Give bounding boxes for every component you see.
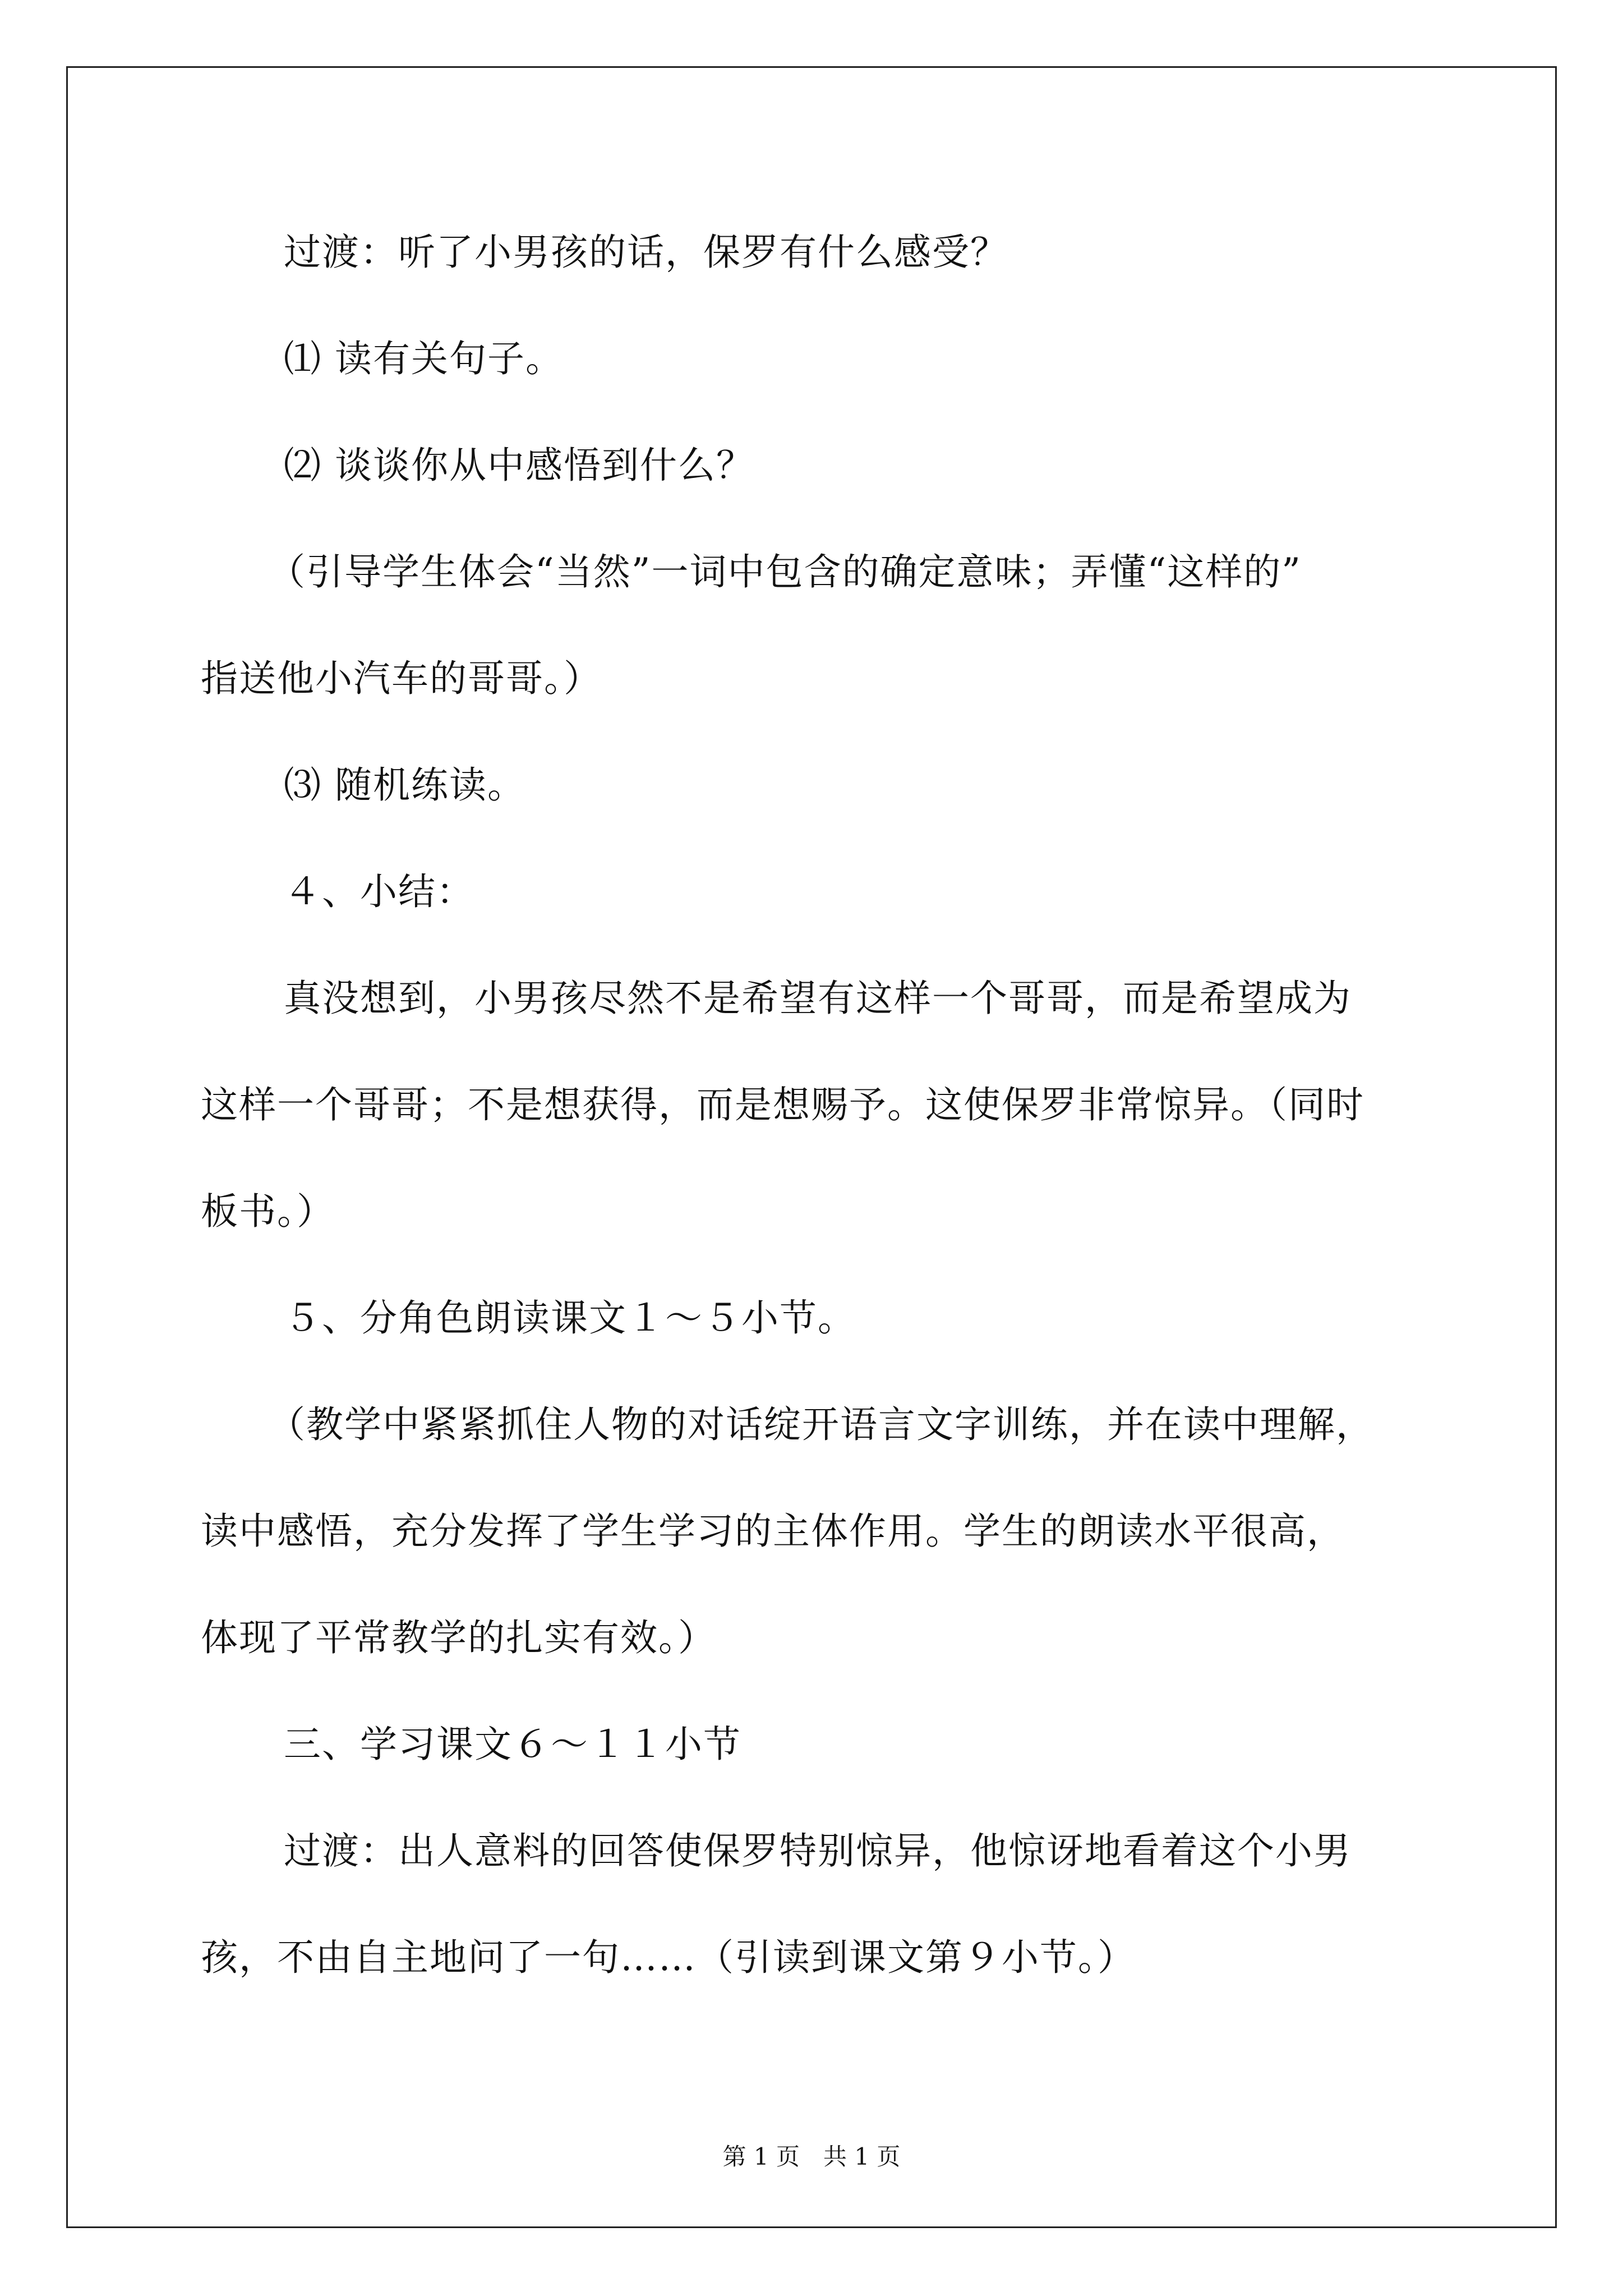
paragraph-note-2-line3: 体现了平常教学的扎实有效。）: [201, 1616, 716, 1659]
paragraph-note-1-line2: 指送他小汽车的哥哥。）: [201, 657, 602, 700]
paragraph-transition-1: 过渡：听了小男孩的话，保罗有什么感受？: [284, 231, 1008, 274]
page-border: [66, 66, 1557, 2228]
heading-section-three: 三、学习课文６～１１小节: [284, 1723, 741, 1766]
paragraph-summary-line3: 板书。）: [201, 1190, 335, 1233]
heading-role-reading: ５、分角色朗读课文１～５小节。: [284, 1296, 856, 1340]
page-footer: 第 1 页 共 1 页: [722, 2143, 901, 2170]
paragraph-transition-2-line2: 孩，不由自主地问了一句……（引读到课文第９小节。）: [201, 1936, 1136, 1979]
paragraph-step-3: ⑶ 随机练读。: [284, 763, 525, 807]
paragraph-step-1: ⑴ 读有关句子。: [284, 337, 564, 380]
paragraph-summary-line2: 这样一个哥哥；不是想获得，而是想赐予。这使保罗非常惊异。（同时: [201, 1083, 1364, 1126]
paragraph-note-1-line1: （引导学生体会“当然”一词中包含的确定意味；弄懂“这样的”: [268, 550, 1302, 593]
paragraph-transition-2-line1: 过渡：出人意料的回答使保罗特别惊异，他惊讶地看着这个小男: [284, 1829, 1352, 1872]
paragraph-summary-line1: 真没想到，小男孩尽然不是希望有这样一个哥哥，而是希望成为: [284, 977, 1352, 1020]
paragraph-note-2-line2: 读中感悟，充分发挥了学生学习的主体作用。学生的朗读水平很高，: [201, 1510, 1345, 1553]
heading-summary: ４、小结：: [284, 870, 474, 913]
paragraph-step-2: ⑵ 谈谈你从中感悟到什么？: [284, 444, 754, 487]
paragraph-note-2-line1: （教学中紧紧抓住人物的对话绽开语言文字训练，并在读中理解，: [268, 1403, 1374, 1446]
